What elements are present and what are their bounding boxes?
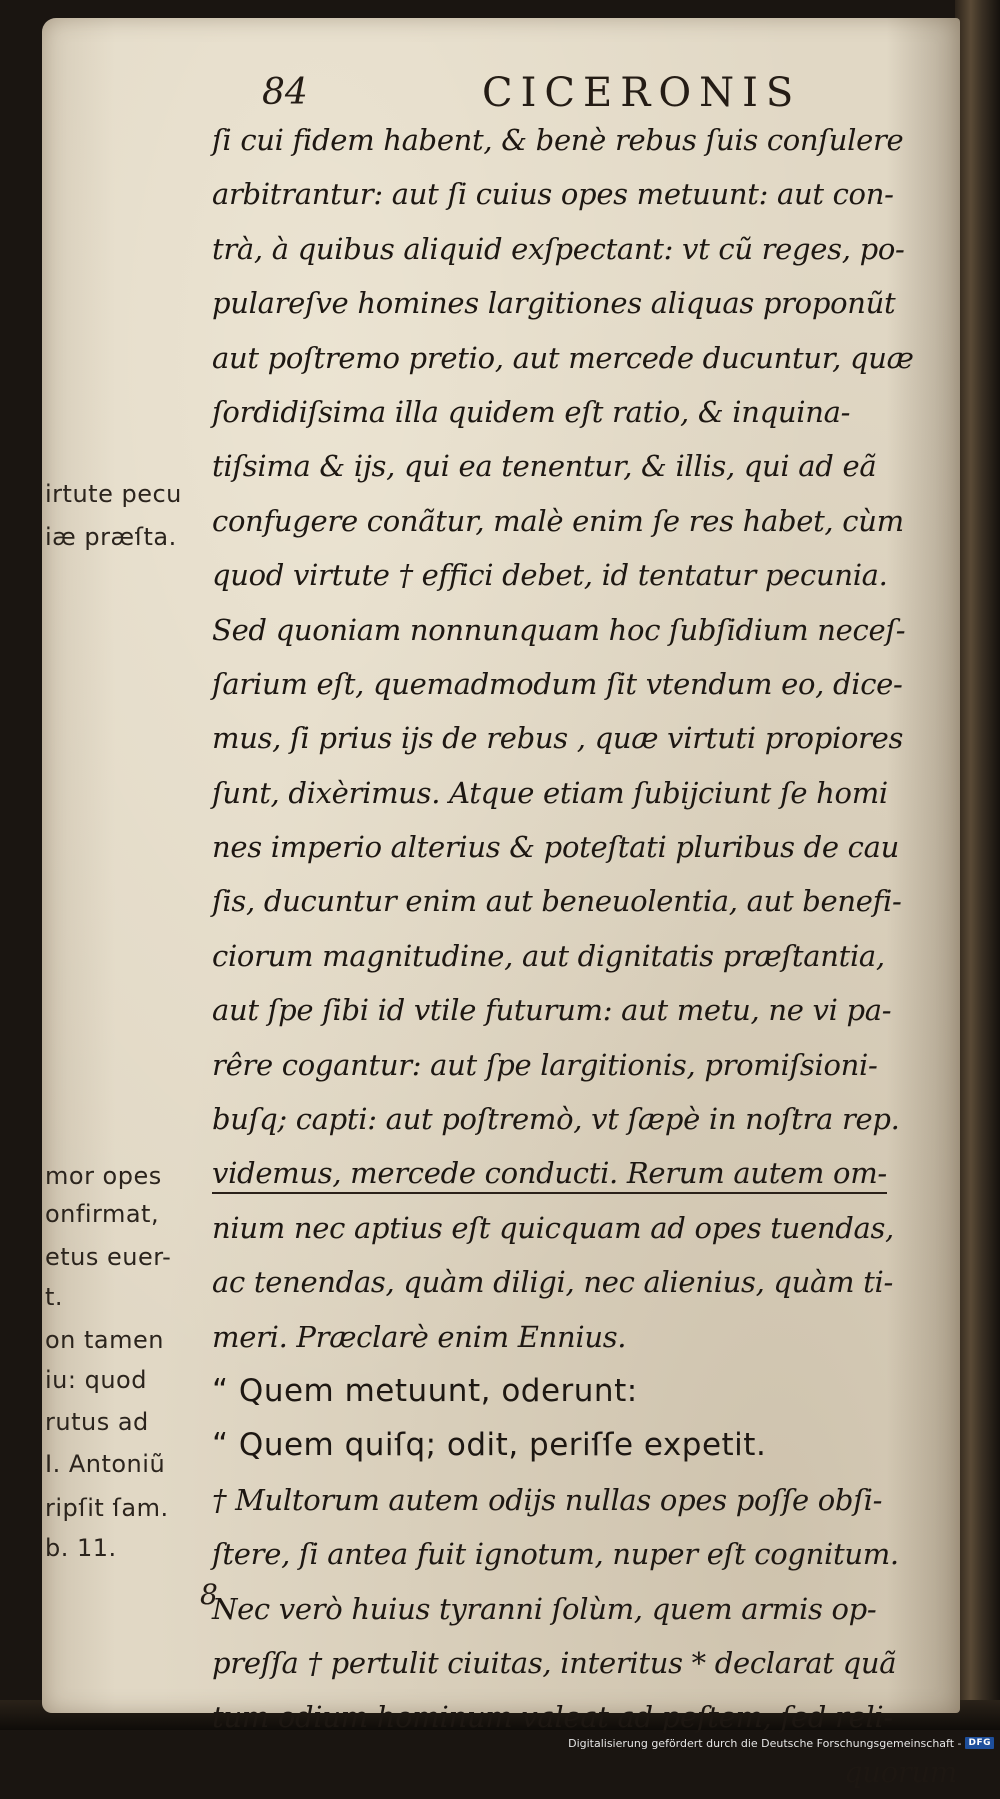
text-line: aut poſtremo pretio, aut mercede ducuntur, quæ — [212, 340, 914, 375]
verse-line: “ Quem metuunt, oderunt: — [212, 1372, 638, 1409]
margin-note-line: b. 11. — [45, 1534, 117, 1562]
text-line: quod virtute † effici debet, id tentatur pecunia. — [212, 558, 888, 593]
text-line: Nec verò huius tyranni ſolùm, quem armis op- — [212, 1591, 877, 1626]
text-line: trà, à quibus aliquid exſpectant: vt cũ reges, po- — [212, 231, 905, 266]
margin-note-line: I. Antoniũ — [45, 1450, 166, 1478]
body-text — [212, 113, 957, 1799]
underlined-text-line — [212, 1146, 957, 1200]
text-line: arbitrantur: aut ſi cuius opes metuunt: aut con- — [212, 177, 894, 212]
running-title: CICERONIS — [482, 70, 802, 116]
text-line: ſarium eſt, quemadmodum ſit vtendum eo, dice- — [212, 666, 903, 701]
margin-note-line: onfirmat, — [45, 1200, 160, 1228]
text-line: pulareſve homines largitiones aliquas proponũt — [212, 286, 896, 321]
margin-note-line: irtute pecu — [45, 480, 182, 508]
text-line: tum odium hominum valeat ad peſtem, ſed reli- — [212, 1700, 893, 1735]
text-line: videmus, mercede conducti. Rerum autem om- — [212, 1156, 887, 1194]
text-line: † Multorum autem odijs nullas opes poſſe obſi- — [212, 1482, 883, 1517]
margin-note-line: on tamen — [45, 1326, 164, 1354]
text-line: mus, ſi prius ijs de rebus , quæ virtuti propiores — [212, 721, 904, 756]
text-line: preſſa † pertulit ciuitas, interitus * declarat quã — [212, 1645, 897, 1680]
text-line: nium nec aptius eſt quicquam ad opes tuendas, — [212, 1210, 894, 1245]
text-line: aut ſpe ſibi id vtile futurum: aut metu, ne vi pa- — [212, 993, 892, 1028]
text-line: ac tenendas, quàm diligi, nec alienius, quàm ti- — [212, 1265, 893, 1300]
text-line: ſis, ducuntur enim aut beneuolentia, aut benefi- — [212, 884, 902, 919]
text-line: ſordidiſsima illa quidem eſt ratio, & inquina- — [212, 394, 851, 429]
margin-note-line: rutus ad — [45, 1408, 149, 1436]
book-edge — [955, 0, 1000, 1730]
margin-note-line: iu: quod — [45, 1366, 147, 1394]
verse-line: “ Quem quiſq; odit, periſſe expetit. — [212, 1427, 767, 1464]
margin-note-line: iæ præſta. — [45, 523, 177, 551]
text-line: nes imperio alterius & poteſtati pluribus de cau — [212, 830, 899, 865]
margin-note-line: mor opes — [45, 1162, 162, 1190]
margin-note-line: t. — [45, 1283, 64, 1311]
text-line: buſq; capti: aut poſtremò, vt ſæpè in noſtra rep. — [212, 1102, 900, 1137]
digitization-footer — [568, 1734, 994, 1752]
text-line: ciorum magnitudine, aut dignitatis præſtantia, — [212, 938, 885, 973]
text-line: ſunt, dixèrimus. Atque etiam ſubijciunt ſe homi — [212, 775, 888, 810]
margin-note-line: etus euer- — [45, 1243, 172, 1271]
text-line: confugere conãtur, malè enim ſe res habet, cùm — [212, 503, 904, 538]
text-line: ſi cui fidem habent, & benè rebus ſuis conſulere — [212, 123, 904, 157]
text-line: rêre cogantur: aut ſpe largitionis, promiſsioni- — [212, 1047, 878, 1082]
dfg-logo-icon: DFG — [965, 1737, 994, 1749]
text-line: tiſsima & ijs, qui ea tenentur, & illis, qui ad eã — [212, 449, 877, 484]
text-line: Sed quoniam nonnunquam hoc ſubſidium neceſ- — [212, 612, 906, 647]
marginalia — [45, 0, 220, 1700]
text-line: ſtere, ſi antea fuit ignotum, nuper eſt cognitum. — [212, 1537, 899, 1572]
margin-note-line: ripſit ſam. — [45, 1494, 169, 1522]
catchword: quorum — [844, 1754, 957, 1789]
margin-number: 8 — [200, 1578, 218, 1611]
funding-notice: Digitalisierung gefördert durch die Deutsche Forschungsgemeinschaft - — [568, 1736, 962, 1750]
page-number: 84 — [262, 72, 308, 113]
text-line: meri. Præclarè enim Ennius. — [212, 1319, 627, 1354]
